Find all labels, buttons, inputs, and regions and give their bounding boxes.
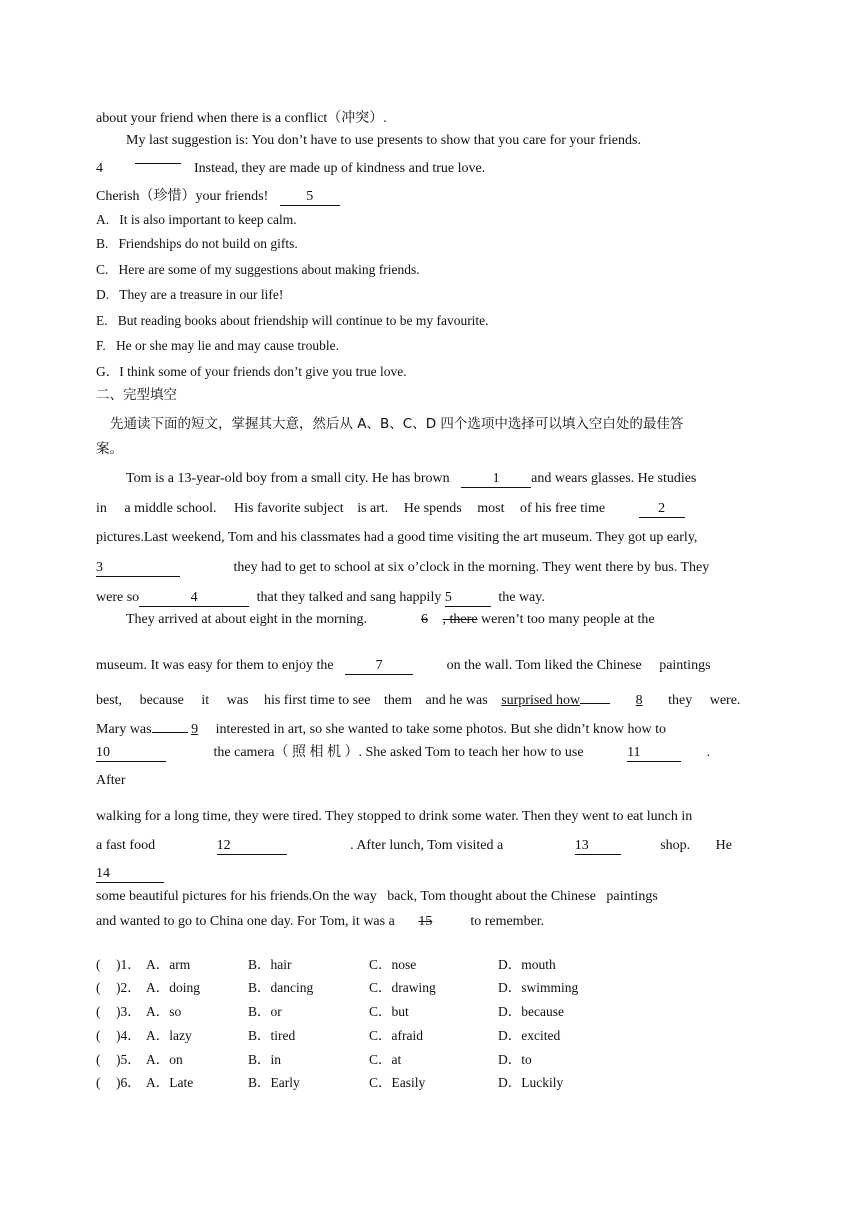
instruction-text: 案。: [96, 441, 123, 457]
text: walking for a long time, they were tired. They stopped to drink some water. Then they went to eat lunch in: [96, 809, 693, 824]
text: to remember.: [470, 914, 545, 929]
passage-line: [96, 772, 126, 790]
text: it: [201, 693, 210, 708]
option-text: Friendships do not build on gifts.: [118, 236, 298, 251]
text-line: [96, 160, 485, 178]
passage-line: [96, 657, 711, 675]
text: .: [706, 745, 711, 760]
answer-blank: 10: [96, 744, 166, 762]
answer-blank: [152, 715, 188, 733]
question-number: )6．: [116, 1075, 141, 1090]
text: the way.: [498, 590, 545, 605]
option-letter: C.: [96, 262, 109, 277]
text-line: [96, 110, 387, 128]
answer-paren: (: [96, 957, 101, 972]
text: were so: [96, 590, 140, 605]
text: Mary was: [96, 722, 152, 737]
choice-b: B．dancing: [248, 980, 314, 995]
choice-c: C．drawing: [369, 980, 436, 995]
choice-c: C．afraid: [369, 1028, 423, 1043]
text: He: [715, 838, 732, 853]
blank-number: 8: [635, 693, 643, 708]
option-g: [96, 363, 407, 381]
answer-blank: 11: [627, 744, 681, 762]
choice-a: A．doing: [146, 980, 200, 995]
text: . After lunch, Tom visited a: [350, 838, 504, 853]
option-letter: E.: [96, 313, 108, 328]
choice-b: B．in: [248, 1052, 282, 1067]
answer-blank: 5: [445, 589, 491, 607]
blank-number: 9: [191, 722, 199, 737]
choice-a: A．arm: [146, 957, 191, 972]
choice-b: B．or: [248, 1004, 282, 1019]
text: them: [383, 693, 412, 708]
choice-b: B．Early: [248, 1075, 300, 1090]
question-number: )3．: [116, 1004, 141, 1019]
choice-d: D．swimming: [498, 980, 579, 995]
text: is art.: [357, 501, 389, 516]
choice-c: C．but: [369, 1004, 409, 1019]
passage-line: [96, 837, 732, 855]
blank-number: 4: [96, 161, 103, 176]
option-letter: D.: [96, 287, 110, 302]
option-a: [96, 211, 297, 229]
text: was: [226, 693, 249, 708]
answer-blank: 13: [575, 837, 621, 855]
answer-blank: 6: [421, 612, 429, 627]
heading-text: 二、完型填空: [96, 387, 177, 403]
passage-line: [96, 744, 710, 762]
answer-blank: [135, 163, 181, 164]
text: interested in art, so she wanted to take some photos. But she didn’t know how to: [215, 722, 667, 737]
text: because: [139, 693, 184, 708]
option-e: [96, 312, 489, 330]
answer-blank: 4: [139, 589, 249, 607]
text: about your friend when there is a conflict（冲突）.: [96, 111, 387, 126]
answer-blank: 2: [639, 500, 685, 518]
choice-a: A．Late: [146, 1075, 194, 1090]
answer-blank: 15: [418, 914, 433, 929]
answer-paren: (: [96, 1028, 101, 1043]
text: weren’t too many people at the: [481, 612, 655, 627]
choice-d: D．Luckily: [498, 1075, 564, 1090]
text: that they talked and sang happily: [256, 590, 442, 605]
text-line: [126, 132, 641, 150]
text: on the wall. Tom liked the Chinese: [446, 658, 642, 673]
text: were.: [709, 693, 741, 708]
text: Instead, they are made up of kindness and true love.: [194, 161, 486, 176]
question-number: )4．: [116, 1028, 141, 1043]
option-d: [96, 286, 283, 304]
answer-blank: 12: [217, 837, 287, 855]
text: , there: [442, 612, 478, 627]
answer-paren: (: [96, 1052, 101, 1067]
option-letter: B.: [96, 236, 109, 251]
instruction: [110, 415, 683, 433]
option-text: They are a treasure in our life!: [119, 287, 284, 302]
text: of his free time: [519, 501, 606, 516]
answer-blank: 3: [96, 559, 180, 577]
text: some beautiful pictures for his friends.On the way back, Tom thought about the Chinese paintings: [96, 889, 658, 904]
option-text: Here are some of my suggestions about making friends.: [118, 262, 420, 277]
answer-blank: [580, 686, 610, 704]
choice-d: D．to: [498, 1052, 532, 1067]
passage-line: [96, 913, 544, 931]
answer-blank: 1: [461, 470, 531, 488]
text: they had to get to school at six o’clock in the morning. They went there by bus. They: [233, 560, 710, 575]
text: Cherish（珍惜）your friends!: [96, 189, 269, 204]
question-number: )1．: [116, 957, 141, 972]
choice-c: C．Easily: [369, 1075, 426, 1090]
option-b: [96, 235, 298, 253]
passage-line: [96, 686, 740, 710]
text: shop.: [660, 838, 691, 853]
passage-line: [126, 470, 696, 488]
text: and he was: [425, 693, 488, 708]
text: surprised how: [501, 693, 581, 708]
text: and wanted to go to China one day. For Tom, it was a: [96, 914, 395, 929]
choice-b: B．hair: [248, 957, 292, 972]
answer-paren: (: [96, 980, 101, 995]
text: and wears glasses. He studies: [531, 471, 697, 486]
text: in: [96, 501, 107, 516]
text-line: [96, 188, 340, 206]
choice-c: C．nose: [369, 957, 417, 972]
text: museum. It was easy for them to enjoy the: [96, 658, 334, 673]
answer-paren: (: [96, 1075, 101, 1090]
text: He spends: [403, 501, 462, 516]
option-letter: F.: [96, 338, 106, 353]
text: paintings: [659, 658, 711, 673]
text: a middle school.: [124, 501, 217, 516]
answer-blank: 7: [345, 657, 413, 675]
choice-b: B．tired: [248, 1028, 296, 1043]
section-heading: [96, 386, 177, 404]
choice-a: A．on: [146, 1052, 183, 1067]
choice-c: C．at: [369, 1052, 402, 1067]
choice-a: A．so: [146, 1004, 182, 1019]
option-text: I think some of your friends don’t give you true love.: [119, 364, 407, 379]
choice-d: D．because: [498, 1004, 564, 1019]
answer-paren: (: [96, 1004, 101, 1019]
passage-line: [96, 559, 709, 577]
choice-d: D．excited: [498, 1028, 561, 1043]
passage-line: [96, 529, 697, 547]
passage-line: [96, 589, 545, 607]
option-f: [96, 337, 339, 355]
option-letter: G．: [96, 364, 120, 379]
passage-line: [96, 715, 666, 739]
text: Tom is a 13-year-old boy from a small city. He has brown: [126, 471, 450, 486]
text: They arrived at about eight in the morning.: [126, 612, 368, 627]
option-text: But reading books about friendship will continue to be my favourite.: [117, 313, 489, 328]
choice-a: A．lazy: [146, 1028, 192, 1043]
instruction-text: 先通读下面的短文，掌握其大意，然后从 A、B、C、D 四个选项中选择可以填入空白处的最佳答: [110, 416, 684, 432]
text: His favorite subject: [234, 501, 344, 516]
text: My last suggestion is: You don’t have to use presents to show that you care for your friends.: [126, 133, 641, 148]
text: the camera（ 照 相 机 ）. She asked Tom to teach her how to use: [213, 745, 584, 760]
choice-d: D．mouth: [498, 957, 556, 972]
passage-line: [96, 865, 164, 883]
passage-line: [96, 888, 658, 906]
text: best,: [96, 693, 123, 708]
text: most: [477, 501, 505, 516]
answer-blank: 5: [280, 188, 340, 206]
option-text: He or she may lie and may cause trouble.: [115, 338, 339, 353]
passage-line: [126, 611, 655, 629]
text: his first time to see: [263, 693, 371, 708]
instruction: [96, 440, 123, 458]
option-text: It is also important to keep calm.: [119, 212, 297, 227]
text: they: [668, 693, 693, 708]
option-letter: A.: [96, 212, 110, 227]
text: pictures.Last weekend, Tom and his classmates had a good time visiting the art museum. They got up early,: [96, 530, 698, 545]
text: a fast food: [96, 838, 156, 853]
passage-line: [96, 808, 692, 826]
question-number: )2．: [116, 980, 141, 995]
text: After: [96, 773, 126, 788]
option-c: [96, 261, 420, 279]
question-number: )5．: [116, 1052, 141, 1067]
answer-blank: 14: [96, 865, 164, 883]
passage-line: [96, 500, 685, 518]
